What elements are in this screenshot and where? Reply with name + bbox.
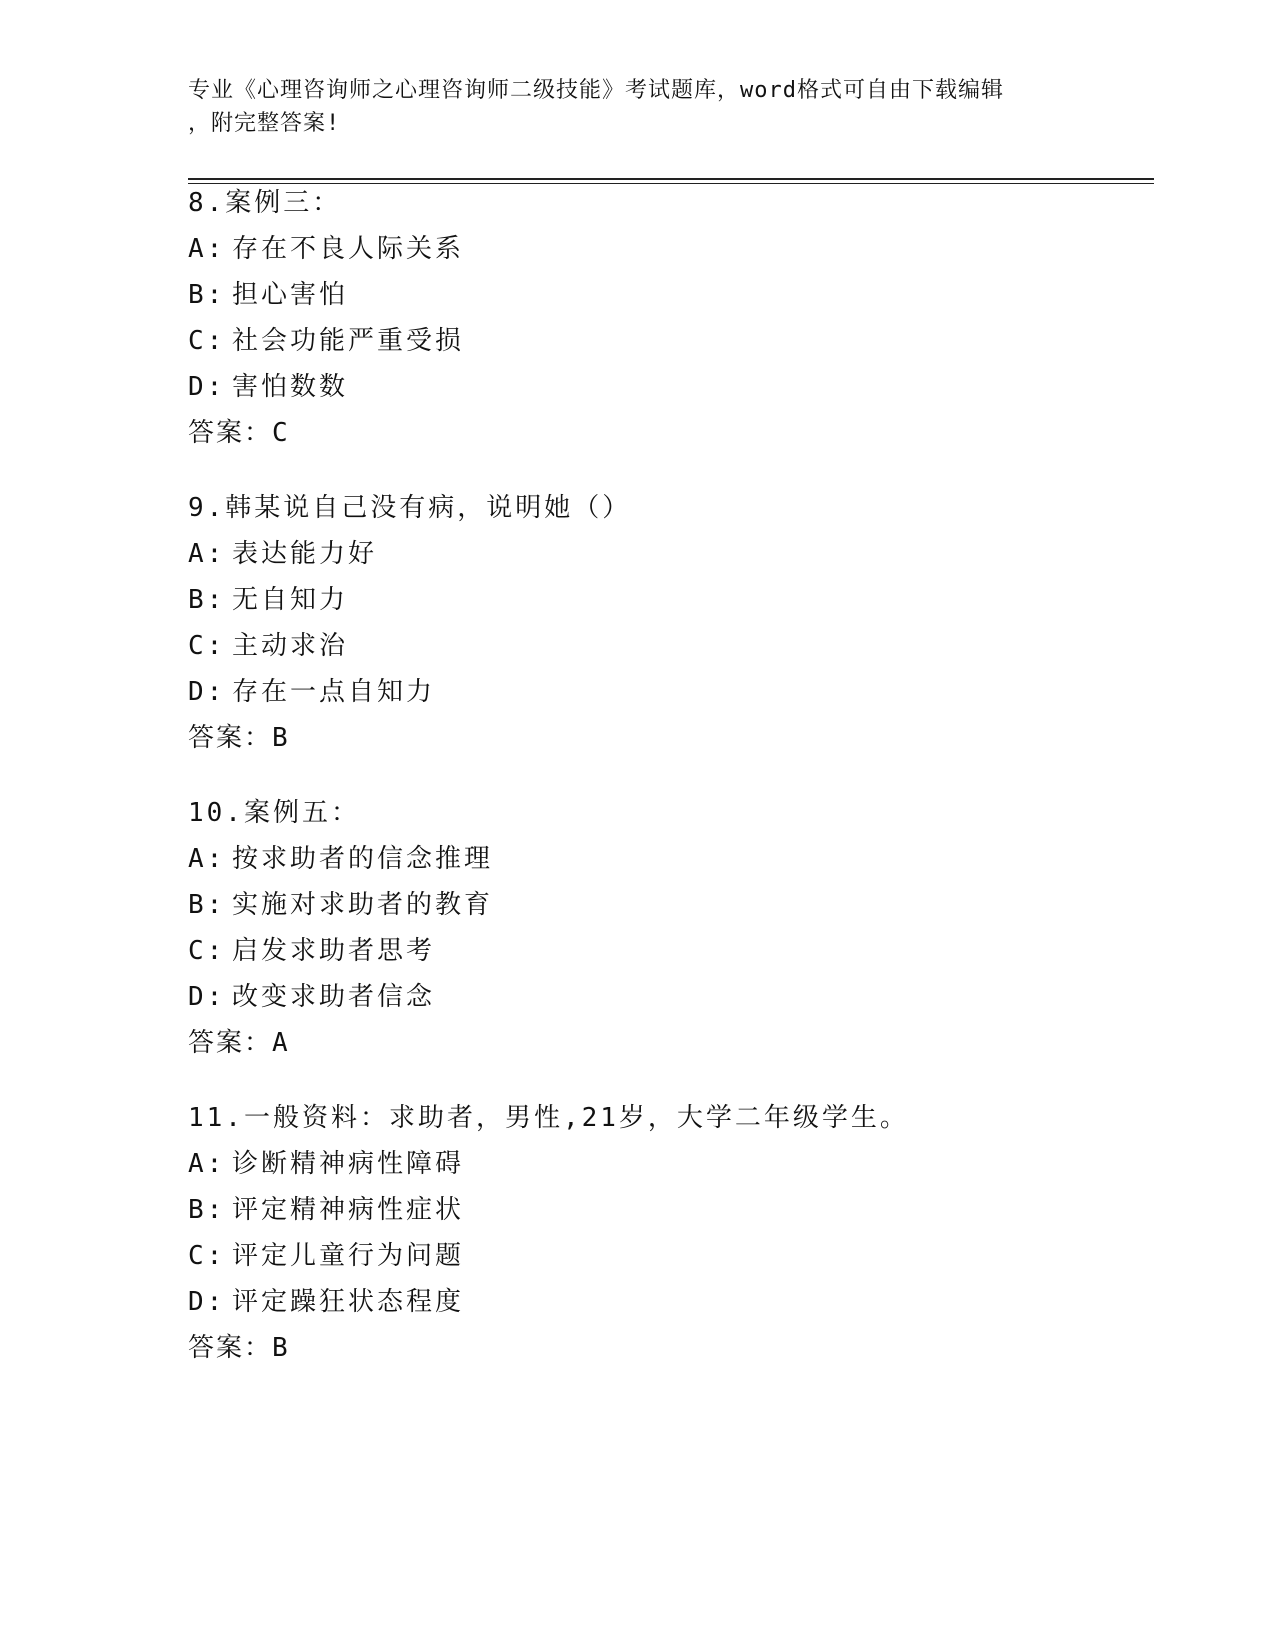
header-line-1: 专业《心理咨询师之心理咨询师二级技能》考试题库，word格式可自由下载编辑 bbox=[188, 78, 1004, 103]
option-c bbox=[188, 623, 1148, 669]
option-key: D: bbox=[188, 982, 226, 1012]
answer-line bbox=[188, 1325, 1148, 1371]
option-c bbox=[188, 318, 1148, 364]
option-b bbox=[188, 1187, 1148, 1233]
option-text: 改变求助者信念 bbox=[232, 982, 436, 1012]
option-key: A: bbox=[188, 234, 226, 264]
option-text: 害怕数数 bbox=[232, 372, 349, 402]
option-key: A: bbox=[188, 1149, 226, 1179]
option-d bbox=[188, 1279, 1148, 1325]
question-stem: 8.案例三： bbox=[188, 188, 342, 218]
answer-value: B bbox=[272, 723, 288, 753]
answer-value: C bbox=[272, 418, 288, 448]
option-b bbox=[188, 882, 1148, 928]
answer-label: 答案： bbox=[188, 1333, 273, 1363]
option-c bbox=[188, 928, 1148, 974]
answer-value: B bbox=[272, 1333, 288, 1363]
question-8 bbox=[188, 180, 1148, 456]
question-stem: 10.案例五： bbox=[188, 798, 360, 828]
option-a bbox=[188, 836, 1148, 882]
option-key: C: bbox=[188, 1241, 226, 1271]
answer-label: 答案： bbox=[188, 418, 273, 448]
option-text: 启发求助者思考 bbox=[232, 936, 436, 966]
answer-line bbox=[188, 1020, 1148, 1066]
option-d bbox=[188, 364, 1148, 410]
question-9 bbox=[188, 485, 1148, 761]
option-text: 按求助者的信念推理 bbox=[232, 844, 494, 874]
option-key: C: bbox=[188, 936, 226, 966]
option-key: B: bbox=[188, 585, 226, 615]
option-d bbox=[188, 974, 1148, 1020]
option-a bbox=[188, 531, 1148, 577]
option-key: B: bbox=[188, 890, 226, 920]
option-b bbox=[188, 272, 1148, 318]
option-text: 表达能力好 bbox=[232, 539, 378, 569]
option-text: 诊断精神病性障碍 bbox=[232, 1149, 465, 1179]
option-text: 评定精神病性症状 bbox=[232, 1195, 465, 1225]
option-key: A: bbox=[188, 844, 226, 874]
option-key: D: bbox=[188, 372, 226, 402]
option-d bbox=[188, 669, 1148, 715]
header-line-2: ，附完整答案! bbox=[188, 111, 341, 136]
option-key: B: bbox=[188, 1195, 226, 1225]
option-text: 实施对求助者的教育 bbox=[232, 890, 494, 920]
answer-label: 答案： bbox=[188, 1028, 273, 1058]
answer-line bbox=[188, 410, 1148, 456]
document-header bbox=[188, 74, 1068, 140]
question-stem: 11.一般资料：求助者，男性,21岁，大学二年级学生。 bbox=[188, 1103, 909, 1133]
option-c bbox=[188, 1233, 1148, 1279]
option-key: A: bbox=[188, 539, 226, 569]
option-a bbox=[188, 1141, 1148, 1187]
option-text: 担心害怕 bbox=[232, 280, 349, 310]
option-key: C: bbox=[188, 631, 226, 661]
question-11 bbox=[188, 1095, 1148, 1371]
option-text: 评定儿童行为问题 bbox=[232, 1241, 465, 1271]
answer-value: A bbox=[272, 1028, 288, 1058]
question-10 bbox=[188, 790, 1148, 1066]
answer-label: 答案： bbox=[188, 723, 273, 753]
option-text: 存在一点自知力 bbox=[232, 677, 436, 707]
option-key: D: bbox=[188, 1287, 226, 1317]
option-key: B: bbox=[188, 280, 226, 310]
question-stem: 9.韩某说自己没有病，说明她（） bbox=[188, 493, 632, 523]
option-text: 存在不良人际关系 bbox=[232, 234, 465, 264]
option-text: 社会功能严重受损 bbox=[232, 326, 465, 356]
option-text: 主动求治 bbox=[232, 631, 349, 661]
option-b bbox=[188, 577, 1148, 623]
option-a bbox=[188, 226, 1148, 272]
answer-line bbox=[188, 715, 1148, 761]
option-text: 评定躁狂状态程度 bbox=[232, 1287, 465, 1317]
option-key: D: bbox=[188, 677, 226, 707]
option-key: C: bbox=[188, 326, 226, 356]
option-text: 无自知力 bbox=[232, 585, 349, 615]
